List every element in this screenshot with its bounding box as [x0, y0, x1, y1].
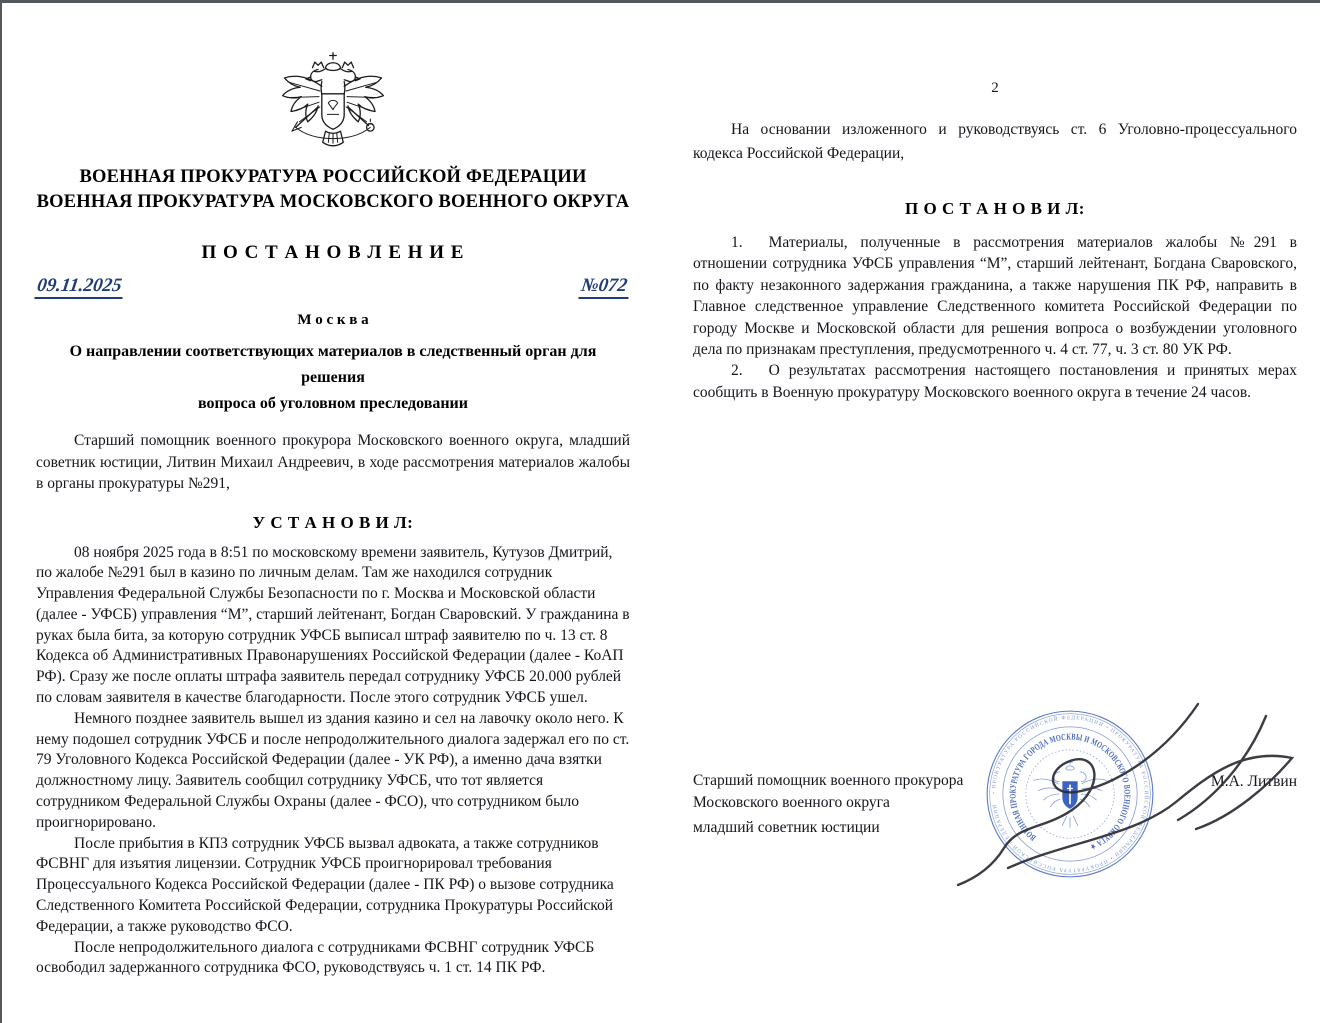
org-name-line1: ВОЕННАЯ ПРОКУРАТУРА РОССИЙСКОЙ ФЕДЕРАЦИИ — [79, 167, 587, 187]
body-paragraph: Немного позднее заявитель вышел из здания казино и сел на лавочку около него. К нему подошел сотрудник УФСБ и после непродолжительного диалога задержал его по ст. 79 Уголовного Кодекса Российской Федерации (далее - УК РФ), а именно дача взятки должностному лицу. Заявитель сообщил сотруднику УФСБ, что тот является сотрудником Федеральной Службы Охраны (далее - ФСО), что сотрудником было проигнорировано. — [36, 709, 630, 831]
signatory-position-line2: Московского военного округа — [693, 793, 890, 811]
resolution-item — [693, 360, 1297, 403]
date-number-row — [36, 275, 630, 299]
coat-of-arms-eagle-icon — [277, 49, 389, 161]
signatory-position-line1: Старший помощник военного прокурора — [693, 772, 964, 789]
intro-paragraph: Старший помощник военного прокурора Московского военного округа, младший советник юстиции, Литвин Михаил Андреевич, в ходе рассмотрения материалов жалобы в органы прокуратуры №291, — [36, 432, 630, 492]
document-page-2 — [660, 3, 1320, 1023]
subject-line2: вопроса об уголовном преследовании — [197, 395, 468, 412]
org-name-line2: ВОЕННАЯ ПРОКУРАТУРА МОСКОВСКОГО ВОЕННОГО ОКРУГА — [36, 192, 630, 212]
signatory-rank: младший советник юстиции — [693, 819, 880, 836]
handwritten-date: 09.11.2025 — [34, 275, 126, 299]
page-number: 2 — [991, 80, 999, 96]
basis-paragraph: На основании изложенного и руководствуясь ст. 6 Уголовно-процессуального кодекса Российской Федерации, — [693, 121, 1297, 162]
subject-line1: О направлении соответствующих материалов в следственный орган для решения — [69, 343, 597, 386]
body-paragraph: 08 ноября 2025 года в 8:51 по московскому времени заявитель, Кутузов Дмитрий, по жалобе №291 был в казино по личным делам. Там же находился сотрудник Управления Федеральной Службы Безопасности по г. Москва и Московской области (далее - УФСБ) управления “М”, старший лейтенант, Богдан Сваровский. У гражданина в руках была бита, за которую сотрудник УФСБ выписал штраф заявителю по ч. 13 ст. 8 Кодекса об Административных Правонарушениях Российской Федерации (далее - КоАП РФ). Сразу же после оплаты штрафа заявитель передал сотруднику УФСБ 20.000 рублей по словам заявителя в качестве благодарности. После этого сотрудник УФСБ ушел. — [36, 543, 630, 707]
official-round-stamp — [985, 709, 1155, 879]
item-text: О результатах рассмотрения настоящего постановления и принятых мерах сообщить в Военную прокуратуру Московского военного округа в течение 24 часов. — [693, 362, 1297, 401]
signatory-position-block — [693, 770, 963, 839]
document-page-1 — [2, 3, 660, 1023]
handwritten-doc-number: №072 — [578, 275, 631, 299]
ustanovil-heading: У С Т А Н О В И Л: — [252, 512, 414, 532]
subject-title — [36, 339, 630, 417]
city-line: М о с к в а — [297, 312, 369, 328]
stamp-outer-ring-text: • ПРОКУРАТУРА РОССИЙСКОЙ ФЕДЕРАЦИИ • ПРОКУРАТУРА РОССИЙСКОЙ ФЕДЕРАЦИИ • ПРОКУРАТУРА РОССИЙСКОЙ ФЕДЕРАЦИИ — [991, 715, 1149, 873]
item-text: Материалы, полученные в рассмотрения материалов жалобы №291 в отношении сотрудника УФСБ управления “М”, старший лейтенант, Богдана Сваровского, по факту незаконного задержания гражданина, а также нарушения ПК РФ, направить в Главное следственное управление Следственного комитета Российской Федерации по городу Москве и Московской области для решения вопроса о возбуждении уголовного дела по признакам преступления, предусмотренного ч. 4 ст. 77, ч. 3 ст. 80 УК РФ. — [693, 234, 1297, 359]
item-number: 1. — [731, 234, 743, 251]
item-number: 2. — [731, 362, 743, 380]
postanovil-heading: П О С Т А Н О В И Л: — [905, 199, 1085, 218]
body-paragraph: После прибытия в КПЗ сотрудник УФСБ вызвал адвоката, а также сотрудников ФСВНГ для изъятия лицензии. Сотрудник УФСБ проигнорировал требования Процессуального Кодекса Российской Федерации (далее - ПК РФ) о вызове сотрудника Следственного Комитета Российской Федерации, сотрудника Прокуратуры Российской Федерации, а также руководство ФСО. — [36, 834, 614, 935]
body-paragraph: После непродолжительного диалога с сотрудниками ФСВНГ сотрудник УФСБ освободил задержанного сотрудника ФСО, руководствуясь ч. 1 ст. 14 ПК РФ. — [36, 938, 595, 977]
stamp-main-ring-text: ВОЕННАЯ ПРОКУРАТУРА ГОРОДА МОСКВЫ И МОСКОВСКОГО ВОЕННОГО ОКРУГА ★ — [1007, 731, 1133, 854]
document-type-title: П О С Т А Н О В Л Е Н И Е — [201, 242, 465, 263]
signatory-name: М.А. Литвин — [1210, 773, 1297, 790]
resolution-item — [693, 232, 1297, 360]
